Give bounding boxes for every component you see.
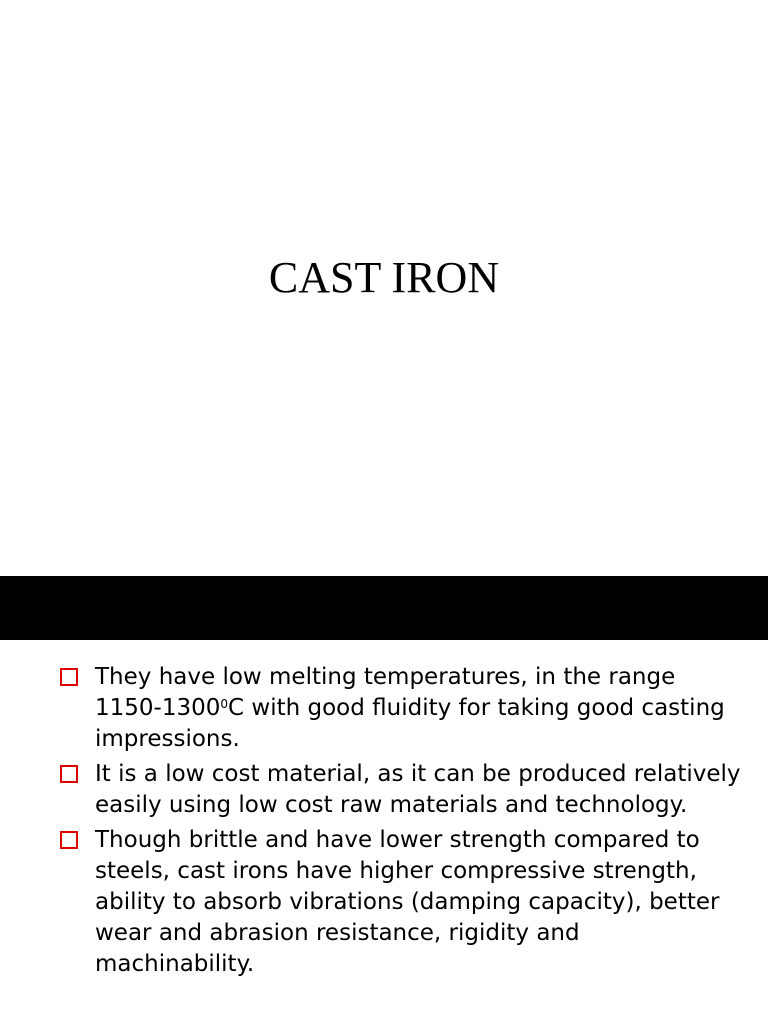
hollow-square-icon bbox=[60, 831, 78, 849]
hollow-square-icon bbox=[60, 765, 78, 783]
bullet-text: Though brittle and have lower strength compared to steels, cast irons have higher compressive strength, ability to absorb vibrations (damping capacity), better wear and abrasion resistance, rigidity and machinability. bbox=[95, 827, 720, 977]
content-slide bbox=[0, 640, 768, 1024]
slide-title: CAST IRON bbox=[268, 253, 500, 302]
bullet-text-part-2: C with good fluidity for taking good casting impressions. bbox=[95, 695, 725, 752]
slide-divider bbox=[0, 576, 768, 640]
bullet-item-strength bbox=[0, 825, 768, 980]
degree-superscript: 0 bbox=[220, 697, 229, 711]
hollow-square-icon bbox=[60, 668, 78, 686]
bullet-text-part-1: They have low melting temperatures, in the range 1150-1300 bbox=[95, 664, 676, 721]
bullet-list bbox=[0, 662, 768, 984]
bullet-item-cost bbox=[0, 759, 768, 821]
bullet-text: It is a low cost material, as it can be produced relatively easily using low cost raw materials and technology. bbox=[95, 761, 741, 818]
bullet-item-melting bbox=[0, 662, 768, 755]
